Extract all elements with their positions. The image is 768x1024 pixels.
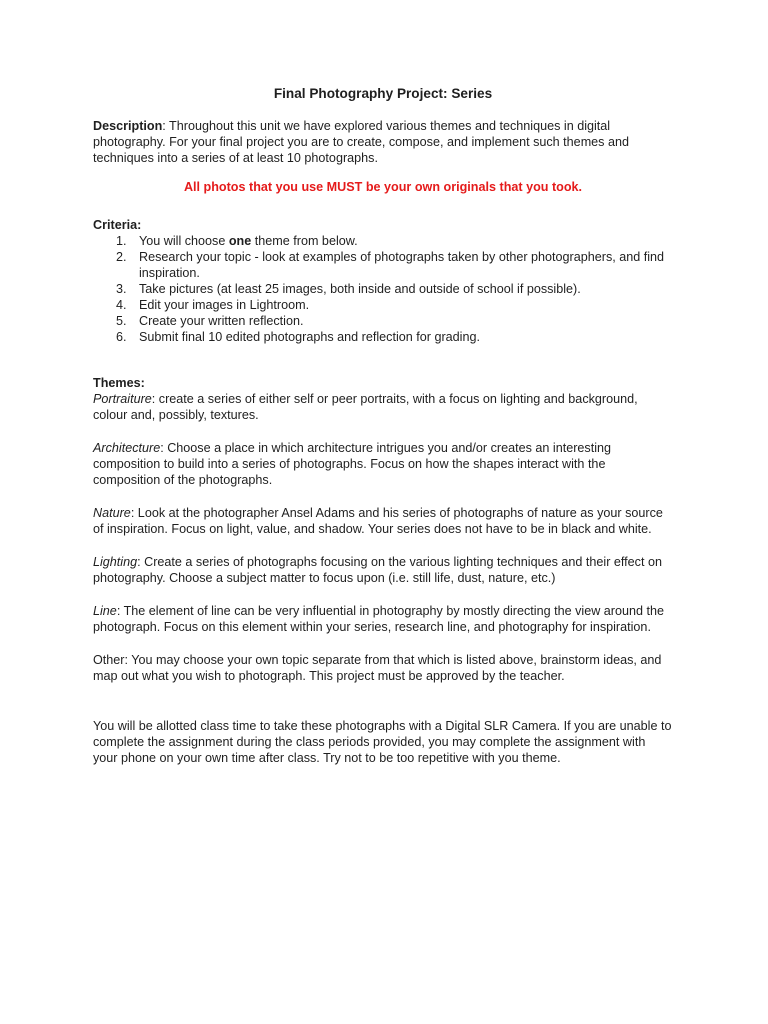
page-title: Final Photography Project: Series (273, 86, 493, 101)
theme-line (93, 603, 673, 635)
criteria-number: 6. (116, 330, 127, 344)
criteria-text: Submit final 10 edited photographs and reflection for grading. (139, 330, 480, 344)
description-text: : Throughout this unit we have explored various themes and techniques in digital photography. For your final project you are to create, compose, and implement such themes and techniques into a series of at least 10 photographs. (93, 119, 629, 165)
theme-lighting (93, 554, 673, 586)
closing-paragraph: You will be allotted class time to take these photographs with a Digital SLR Camera. If you are unable to complete the assignment during the class periods provided, you may complete the assignment with your phone on your own time after class. Try not to be too repetitive with you theme. (93, 719, 672, 765)
theme-text: : Create a series of photographs focusing on the various lighting techniques and their effect on photography. Choose a subject matter to focus upon (i.e. still life, dust, nature, etc.) (93, 555, 662, 585)
criteria-text: Edit your images in Lightroom. (139, 298, 310, 312)
theme-text: : Look at the photographer Ansel Adams and his series of photographs of nature as your source of inspiration. Focus on light, value, and shadow. Your series does not have to be in black and white. (93, 506, 663, 536)
criteria-text: Create your written reflection. (139, 314, 304, 328)
theme-portraiture (93, 391, 673, 423)
criteria-item (93, 329, 673, 345)
criteria-text: Research your topic - look at examples of photographs taken by other photographers, and find inspiration. (139, 250, 665, 280)
criteria-text-before: You will choose (139, 234, 229, 248)
themes-heading: Themes: (93, 376, 145, 390)
theme-other: Other: You may choose your own topic separate from that which is listed above, brainstorm ideas, and map out what you wish to photograph. This project must be approved by the teacher. (93, 653, 662, 683)
criteria-list (93, 233, 673, 345)
theme-architecture (93, 440, 673, 488)
description-label: Description (93, 119, 163, 133)
criteria-heading: Criteria: (93, 218, 142, 232)
theme-nature (93, 505, 673, 537)
theme-name: Line (93, 604, 117, 618)
criteria-item (93, 233, 673, 249)
criteria-item (93, 281, 673, 297)
criteria-text-after: theme from below. (251, 234, 358, 248)
theme-text: : create a series of either self or peer portraits, with a focus on lighting and background, colour and, possibly, textures. (93, 392, 638, 422)
description-paragraph (93, 118, 673, 166)
criteria-text: Take pictures (at least 25 images, both inside and outside of school if possible). (139, 282, 581, 296)
theme-text: : The element of line can be very influential in photography by mostly directing the view around the photograph. Focus on this element within your series, research line, and photography for inspiration. (93, 604, 665, 634)
criteria-emphasis: one (228, 234, 252, 248)
criteria-number: 3. (116, 282, 127, 296)
document-body (93, 86, 673, 766)
criteria-item (93, 297, 673, 313)
criteria-number: 2. (116, 250, 127, 264)
theme-name: Architecture (93, 441, 161, 455)
criteria-item (93, 249, 673, 281)
theme-name: Nature (93, 506, 131, 520)
criteria-item (93, 313, 673, 329)
theme-name: Portraiture (93, 392, 152, 406)
criteria-number: 4. (116, 298, 127, 312)
theme-text: : Choose a place in which architecture intrigues you and/or creates an interesting composition to build into a series of photographs. Focus on how the shapes interact with the composition of the photographs. (93, 441, 612, 487)
criteria-number: 1. (116, 234, 127, 248)
theme-name: Lighting (93, 555, 138, 569)
criteria-number: 5. (116, 314, 127, 328)
originals-notice: All photos that you use MUST be your own originals that you took. (183, 180, 583, 194)
